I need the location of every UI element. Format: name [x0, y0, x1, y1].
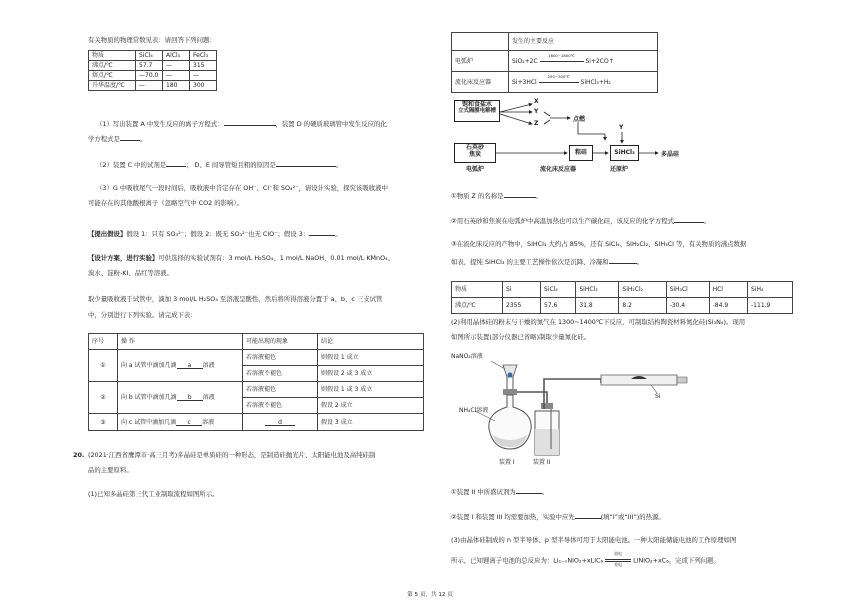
table-cell: 物质 — [89, 51, 136, 61]
equation-cell — [509, 72, 658, 93]
operation-cell — [118, 382, 243, 414]
conclusion-cell: 假设 2 成立 — [318, 398, 424, 414]
equation-right: SiHCl₃+H₂ — [580, 78, 611, 86]
table-cell: 31.8 — [576, 298, 619, 314]
question-text: LiNiO₂+xC₆。完成下列问题。 — [633, 556, 720, 565]
arrow-line — [540, 61, 584, 62]
question-20-line-2: 品的主要原料。 — [88, 466, 133, 474]
hypothesis-line — [88, 228, 342, 239]
question-number: 20. — [73, 451, 85, 459]
answer-blank[interactable] — [504, 190, 536, 198]
question-3-line-2 — [451, 551, 720, 567]
table-cell: AlCl₃ — [163, 51, 190, 61]
equation-right: Si+2CO↑ — [585, 57, 614, 65]
answer-blank[interactable] — [309, 228, 335, 236]
device-2-label: 装置 II — [533, 459, 551, 466]
table-cell: 300 — [190, 81, 217, 91]
table-row — [452, 33, 658, 51]
design-line-2: 溴水、淀粉-KI、品红等溶液。 — [88, 269, 174, 277]
experiment-table — [88, 333, 424, 431]
table-cell: —70.0 — [136, 71, 163, 81]
question-text: 。 — [139, 135, 147, 143]
conclusion-cell: 则假设 2 或 3 成立 — [318, 366, 424, 382]
column-header: 操 作 — [118, 334, 243, 350]
box-label: 饱和食盐水 — [461, 101, 492, 108]
electrolysis-box — [454, 100, 500, 122]
phenomenon-cell: 若溶液不褪色 — [243, 398, 318, 414]
column-header: 序号 — [89, 334, 118, 350]
conclusion-cell: 假设 3 成立 — [318, 414, 424, 431]
equation-cell — [509, 51, 658, 72]
answer-blank[interactable]: a — [177, 361, 203, 369]
question-text: 。 — [535, 192, 542, 200]
question-2-line-2: 如图所示装置(部分仪器已省略)制取少量氮化硅。 — [451, 333, 591, 341]
design-line-1 — [88, 254, 394, 263]
question-1-line-1 — [96, 118, 387, 129]
question-text: (填“I”或“III”)的热源。 — [600, 513, 665, 521]
answer-blank[interactable] — [575, 511, 601, 519]
table-cell: 8.2 — [619, 298, 666, 314]
operation-text: 向 c 试管中滴加几滴 — [121, 418, 177, 426]
table-cell: 电弧炉 — [452, 51, 509, 72]
question-b — [451, 215, 710, 226]
answer-blank[interactable]: c — [176, 418, 202, 426]
answer-blank[interactable] — [609, 256, 637, 264]
question-text: （1）写出装置 A 中发生反应的离子方程式： — [96, 120, 224, 128]
table-cell: FeCl₃ — [190, 51, 217, 61]
answer-blank[interactable] — [516, 486, 542, 494]
reaction-table — [451, 32, 658, 93]
question-text: ①装置 II 中所盛试剂为 — [451, 488, 516, 496]
question-text: 学方程式是 — [88, 135, 120, 143]
table-cell: 180 — [163, 81, 190, 91]
procedure-line-2: 中，分别进行下列实验。请完成下表： — [88, 311, 197, 319]
answer-blank[interactable] — [224, 118, 276, 126]
box-label: 焦炭 — [468, 151, 481, 158]
question-c-line-2 — [451, 256, 643, 267]
question-text: ②装置 I 和装置 III 均需要加热，实验中应先 — [451, 513, 575, 521]
question-text: ，装置 D 的硬质玻璃管中发生反应的化 — [275, 120, 387, 128]
arrow-line — [539, 82, 579, 83]
answer-blank[interactable] — [120, 133, 140, 141]
ignite-label: 点燃 — [573, 116, 586, 123]
conclusion-cell: 则假设 1 或 3 成立 — [318, 382, 424, 398]
table-row — [452, 72, 658, 93]
question-d — [451, 486, 548, 497]
table-row — [89, 51, 217, 61]
table-cell: — — [163, 61, 190, 71]
question-a — [451, 190, 542, 201]
intro-text: 有关物质的物理常数见表：请回答下列问题： — [88, 36, 216, 44]
question-text: ①物质 Z 的名称是 — [451, 192, 504, 200]
si-label: Si — [655, 393, 661, 400]
question-text: 假设 1：只有 SO₃²⁻；假设 2：既无 SO₃²⁻也无 ClO⁻；假设 3： — [126, 230, 310, 238]
table-cell: 315 — [190, 61, 217, 71]
operation-cell — [118, 414, 243, 431]
table-cell: — — [136, 81, 163, 91]
question-3-line-1: （3）G 中吸收尾气一段时间后，吸收液中肯定存在 OH⁻、Cl⁻和 SO₄²⁻，请设计实验，探究该吸收液中 — [96, 184, 388, 192]
table-cell: 沸点/℃ — [452, 298, 503, 314]
table-row — [89, 81, 217, 91]
table-row — [89, 350, 424, 366]
nh4cl-label: NH₄Cl溶液 — [459, 407, 489, 414]
question-20-sub-1: (1)已知多晶硅第三代工业制取流程如图所示。 — [88, 490, 219, 498]
table-row — [89, 382, 424, 398]
discharge-label: 放电 — [614, 551, 623, 556]
box-label: 石英砂 — [465, 144, 484, 151]
box-label: 立式隔膜电解槽 — [458, 108, 496, 114]
table-cell: 熔点/℃ — [89, 71, 136, 81]
table-cell: SiH₂Cl₂ — [619, 282, 666, 298]
table-cell — [452, 33, 509, 51]
table-header-row — [89, 334, 424, 350]
apparatus-diagram — [451, 349, 691, 469]
table-cell: Si — [503, 282, 541, 298]
answer-blank[interactable] — [674, 215, 704, 223]
procedure-line-1: 取少量吸收液于试管中，滴加 3 mol/L H₂SO₄ 至溶液呈酸性，然后将所得溶液分置于 a、b、c 三支试管 — [88, 295, 383, 303]
table-cell: -84.9 — [709, 298, 747, 314]
row-number: ② — [89, 382, 118, 414]
physical-constants-table — [88, 50, 217, 91]
question-2 — [96, 159, 342, 170]
table-cell: 57.7 — [136, 61, 163, 71]
table-cell: 升华温度/℃ — [89, 81, 136, 91]
table-row — [89, 61, 217, 71]
question-text: 所示，已知锂离子电池的总反应为：Li₁₋ₓNiO₂+xLiC₆ — [451, 556, 604, 565]
phenomenon-cell: 若溶液褪色 — [243, 382, 318, 398]
question-3-line-2: 可能存在的其他酸根离子（忽略空气中 CO2 的影响）。 — [88, 199, 244, 207]
question-text: 。 — [541, 488, 549, 496]
question-text: 。 — [335, 230, 342, 238]
condition-arrow — [539, 73, 579, 87]
table-row — [89, 414, 424, 431]
table-cell: HCl — [709, 282, 747, 298]
question-text: ； D、E 间导管短且粗的原因是 — [186, 161, 276, 169]
table-cell: — — [190, 71, 217, 81]
column-header: 发生的主要反应 — [509, 33, 658, 51]
question-text: 可供选择的实验试剂有：3 mol/L H₂SO₄、1 mol/L NaOH、0.01 mol/L KMnO₄、 — [158, 254, 395, 262]
table-cell: -30.4 — [666, 298, 709, 314]
arrow-line — [605, 559, 631, 560]
product-y-label: Y — [619, 124, 624, 131]
phenomenon-cell: 若溶液褪色 — [243, 350, 318, 366]
table-cell: SiHCl₃ — [576, 282, 619, 298]
table-cell: SiH₃Cl — [666, 282, 709, 298]
conclusion-cell: 则假设 1 成立 — [318, 350, 424, 366]
equation-left: SiO₂+2C — [512, 57, 538, 65]
page-footer: 第 5 页，共 12 页 — [407, 592, 453, 598]
question-e — [451, 511, 665, 522]
column-header: 可能出现的现象 — [243, 334, 318, 350]
question-text: 。 — [335, 161, 343, 169]
section-tag: 【提出假设】 — [88, 230, 127, 238]
table-cell: SiH₄ — [748, 282, 793, 298]
operation-cell — [118, 350, 243, 382]
answer-blank[interactable] — [166, 159, 186, 167]
answer-blank[interactable] — [276, 159, 336, 167]
table-cell: -111.9 — [748, 298, 793, 314]
device-1-label: 装置 I — [499, 459, 515, 466]
question-20-line-1: (2021·江西省鹰潭市·高三月考)多晶硅是单质硅的一种形态，是制造硅抛光片、太阳能电池及高纯硅制 — [88, 451, 376, 459]
phenomenon-cell — [243, 414, 318, 431]
reaction-condition: 1600~1800℃ — [548, 52, 575, 58]
answer-blank[interactable]: b — [177, 393, 203, 401]
reaction-condition: 250~300℃ — [547, 73, 570, 79]
table-row — [89, 71, 217, 81]
table-cell: 57.6 — [540, 298, 575, 314]
reduction-furnace-label: 还原炉 — [610, 166, 629, 173]
product-x-label: X — [534, 98, 539, 105]
operation-text: 溶液 — [202, 394, 215, 401]
product-y-label: Y — [534, 108, 539, 115]
table-row — [452, 51, 658, 72]
table-cell: — — [163, 71, 190, 81]
question-1-line-2 — [88, 133, 146, 144]
question-text: （2）装置 C 中的试剂是 — [96, 161, 167, 169]
question-text: 如表，提纯 SiHCl₃ 的主要工艺操作依次是沉降、冷凝和 — [451, 258, 609, 266]
phenomenon-cell: 若溶液不褪色 — [243, 366, 318, 382]
table-cell: 沸点/℃ — [89, 61, 136, 71]
table-cell: 2355 — [503, 298, 541, 314]
row-number: ③ — [89, 414, 118, 431]
question-2-line-1: (2)利用晶体硅的粉末与干燥的氮气在 1300~1400℃下反应，可制取结构陶瓷材料氮化硅(Si₃N₄)。现用 — [451, 318, 746, 326]
operation-text: 向 b 试管中滴加几滴 — [121, 394, 177, 401]
table-cell: SiCl₄ — [540, 282, 575, 298]
condition-arrow — [540, 52, 584, 66]
table-cell: 流化床反应器 — [452, 72, 509, 93]
question-3-line-1: (3)由晶体硅制成的 n 型半导体、p 型半导体可用于太阳能电池。一种太阳能储能电池的工作原理如图 — [451, 536, 737, 544]
question-text: 。 — [636, 258, 644, 266]
product-z-label: Z — [534, 120, 539, 127]
polysilicon-label: 多晶硅 — [661, 151, 680, 158]
operation-text: 溶液 — [202, 362, 215, 369]
column-header: 结论 — [318, 334, 424, 350]
question-text: 。 — [704, 217, 711, 225]
quartz-coke-box — [454, 143, 496, 163]
crude-silicon-box: 粗硅 — [569, 145, 593, 161]
arc-furnace-label: 电弧炉 — [466, 166, 485, 173]
row-number: ① — [89, 350, 118, 382]
flow-diagram — [450, 98, 700, 176]
nano2-label: NaNO₂溶液 — [451, 353, 483, 360]
table-cell: 物质 — [452, 282, 503, 298]
charge-label: 充电 — [614, 562, 623, 567]
table-cell: SiCl₄ — [136, 51, 163, 61]
equation-left: Si+3HCl — [512, 78, 537, 86]
question-c-line-1: ③在流化床反应的产物中，SiHCl₃ 大约占 85%，还有 SiCl₄、SiH₂Cl₂、SiH₃Cl 等，有关物质的沸点数据 — [451, 240, 747, 248]
boiling-point-table — [451, 281, 793, 314]
operation-text: 向 a 试管中滴加几滴 — [121, 362, 177, 369]
fluidized-bed-label: 流化床反应器 — [540, 166, 577, 173]
table-row — [452, 298, 793, 314]
table-row — [452, 282, 793, 298]
operation-text: 溶液 — [202, 418, 215, 426]
question-text: ②用石英砂和焦炭在电弧炉中高温加热也可以生产碳化硅，该反应的化学方程式 — [451, 217, 675, 225]
reversible-arrow — [605, 551, 631, 567]
sihcl3-box: SiHCl₃ — [610, 145, 639, 161]
section-tag: 【设计方案，进行实验】 — [88, 254, 159, 262]
answer-blank[interactable]: d — [265, 418, 295, 426]
